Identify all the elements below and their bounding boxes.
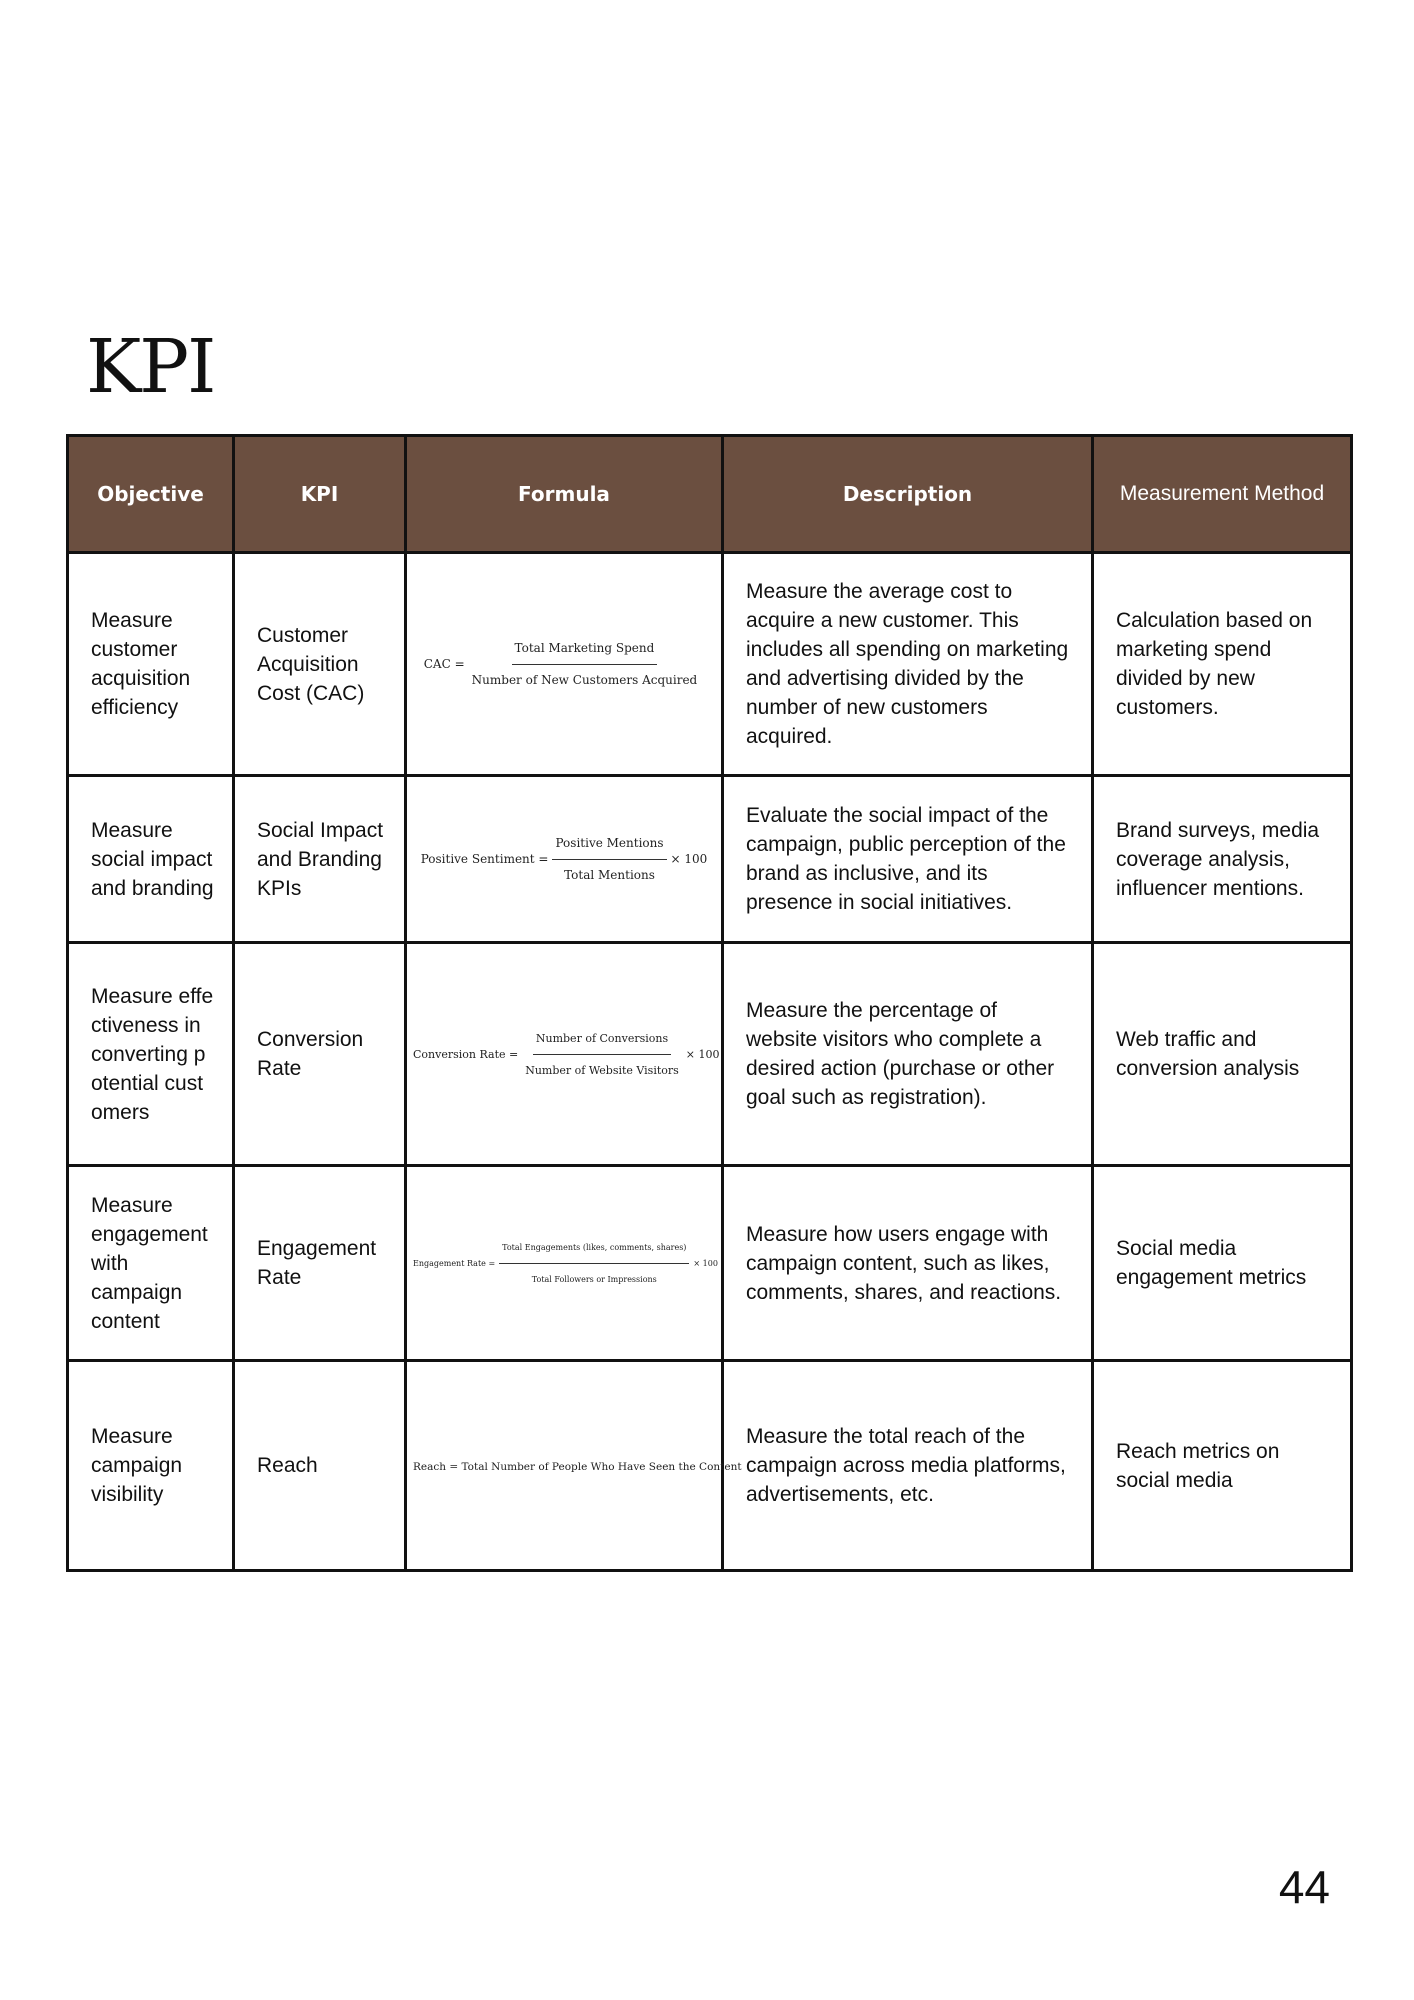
table-row [68, 1166, 1352, 1361]
cell-description: Measure the average cost to acquire a new customer. This includes all spending on marketing and advertising divided by the number of new customers acquired. [723, 553, 1093, 776]
formula-fraction [469, 634, 701, 695]
cell-kpi: Social Impact and Branding KPIs [234, 776, 406, 943]
table-row [68, 943, 1352, 1166]
formula-fraction [499, 1233, 689, 1294]
formula-lhs: Conversion Rate = [413, 1047, 519, 1061]
cell-objective: Measure effectiveness in converting potential customers [68, 943, 234, 1166]
formula-fraction [522, 1024, 682, 1085]
formula [424, 634, 704, 695]
cell-formula [406, 776, 723, 943]
formula-lhs: CAC = [423, 656, 465, 671]
formula [413, 1233, 718, 1294]
cell-objective: Measure campaign visibility [68, 1361, 234, 1571]
header-objective: Objective [68, 436, 234, 553]
formula-lhs: Engagement Rate = [413, 1258, 496, 1268]
table-row [68, 1361, 1352, 1571]
cell-description: Measure the percentage of website visitors who complete a desired action (purchase or other goal such as registration). [723, 943, 1093, 1166]
table-row [68, 776, 1352, 943]
formula-numerator: Total Marketing Spend [512, 634, 658, 665]
formula-suffix: × 100 [693, 1258, 718, 1268]
cell-formula [406, 1166, 723, 1361]
table-row [68, 553, 1352, 776]
cell-measurement-method: Social media engagement metrics [1093, 1166, 1352, 1361]
cell-formula [406, 553, 723, 776]
formula-lhs: Positive Sentiment = [420, 851, 549, 866]
formula [413, 1024, 720, 1085]
formula [421, 829, 708, 890]
header-kpi: KPI [234, 436, 406, 553]
cell-objective: Measure social impact and branding [68, 776, 234, 943]
formula-suffix: × 100 [685, 1047, 720, 1061]
cell-measurement-method: Brand surveys, media coverage analysis, influencer mentions. [1093, 776, 1352, 943]
cell-measurement-method: Reach metrics on social media [1093, 1361, 1352, 1571]
cell-kpi: Reach [234, 1361, 406, 1571]
cell-kpi: Customer Acquisition Cost (CAC) [234, 553, 406, 776]
cell-objective: Measure engagement with campaign content [68, 1166, 234, 1361]
formula-denominator: Total Mentions [564, 867, 655, 882]
formula: Reach = Total Number of People Who Have Seen the Content [413, 1461, 742, 1473]
cell-description: Measure the total reach of the campaign across media platforms, advertisements, etc. [723, 1361, 1093, 1571]
formula-numerator: Positive Mentions [552, 829, 666, 860]
formula-numerator: Total Engagements (likes, comments, shares) [499, 1233, 689, 1264]
header-measurement-method: Measurement Method [1093, 436, 1352, 553]
table-header-row [68, 436, 1352, 553]
page-number: 44 [1278, 1861, 1330, 1913]
formula-numerator: Number of Conversions [533, 1024, 671, 1055]
formula-suffix: × 100 [670, 851, 708, 866]
cell-kpi: Conversion Rate [234, 943, 406, 1166]
cell-formula [406, 1361, 742, 1571]
formula-denominator: Number of Website Visitors [525, 1063, 679, 1077]
cell-objective: Measure customer acquisition efficiency [68, 553, 234, 776]
header-description: Description [723, 436, 1093, 553]
formula-fraction [552, 829, 666, 890]
header-formula: Formula [406, 436, 723, 553]
formula-denominator: Number of New Customers Acquired [471, 672, 698, 687]
cell-kpi: Engagement Rate [234, 1166, 406, 1361]
formula-denominator: Total Followers or Impressions [531, 1274, 657, 1284]
cell-description: Evaluate the social impact of the campaign, public perception of the brand as inclusive, and its presence in social initiatives. [723, 776, 1093, 943]
cell-formula [406, 943, 723, 1166]
cell-measurement-method: Calculation based on marketing spend divided by new customers. [1093, 553, 1352, 776]
cell-measurement-method: Web traffic and conversion analysis [1093, 943, 1352, 1166]
kpi-table [66, 434, 1353, 1572]
cell-description: Measure how users engage with campaign content, such as likes, comments, shares, and reactions. [723, 1166, 1093, 1361]
page-title: KPI [86, 324, 215, 410]
